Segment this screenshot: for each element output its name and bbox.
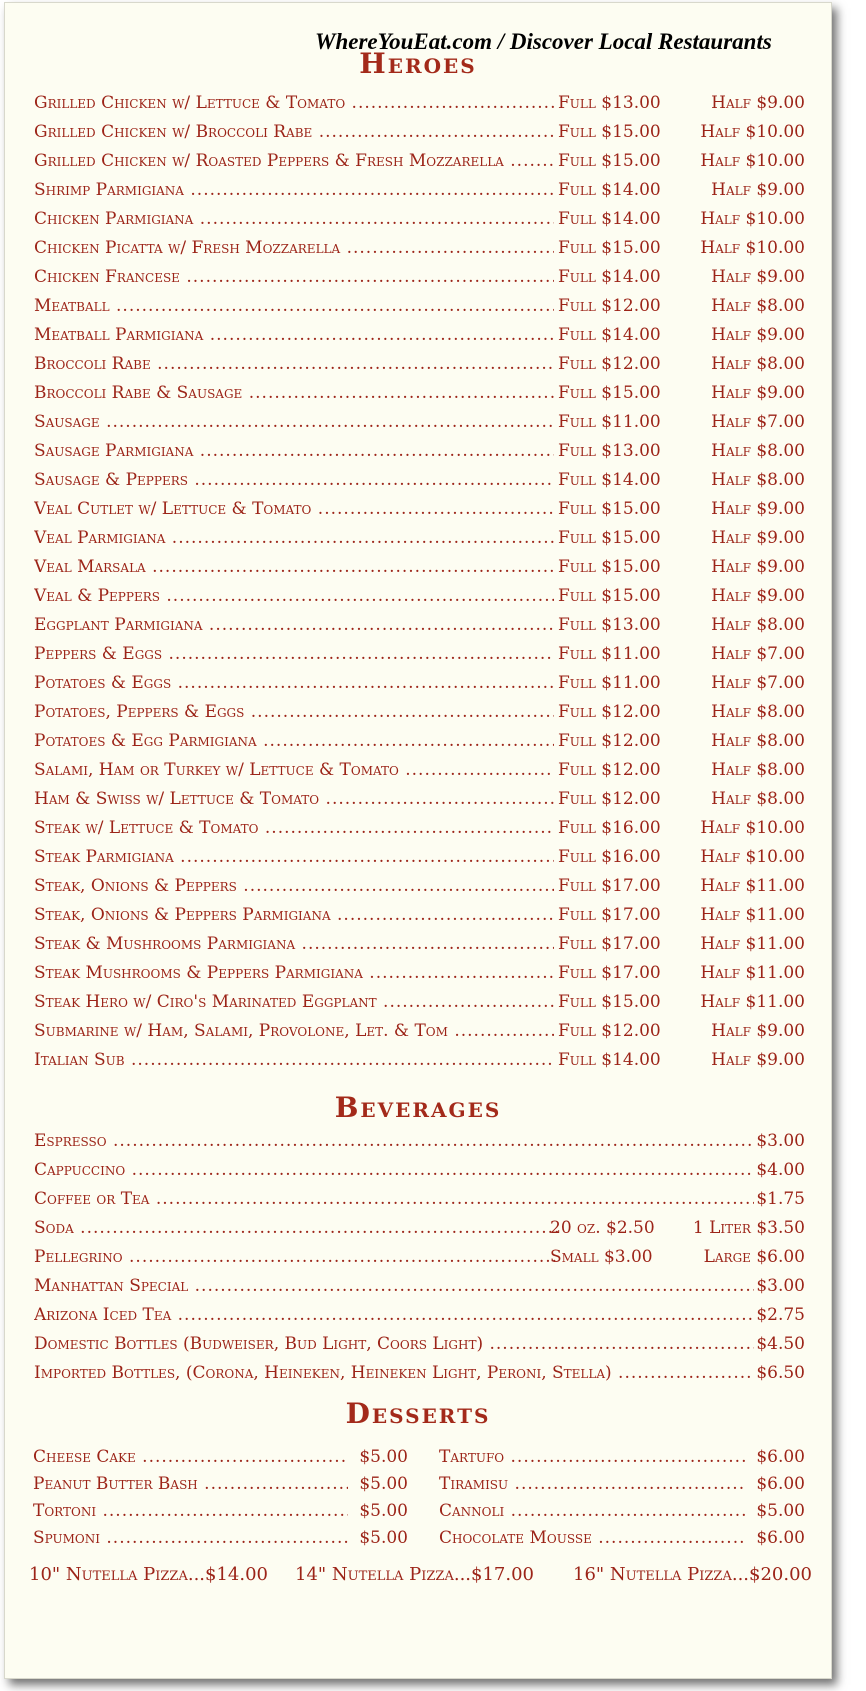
hero-full-price: Full $15.00 [558,499,661,519]
hero-full-price: Full $12.00 [558,789,661,809]
hero-full-price: Full $11.00 [558,644,661,664]
hero-full-price: Full $15.00 [558,383,661,403]
hero-half-price: Half $8.00 [711,789,805,809]
hero-name: Shrimp Parmigiana ..... [34,176,554,205]
beverage-price: $3.00 [756,1276,805,1296]
hero-full-price: Full $13.00 [558,441,661,461]
beverage-name: Soda ..... [34,1214,559,1243]
hero-full-price: Full $15.00 [558,992,661,1012]
hero-half-price: Half $11.00 [700,876,805,896]
beverage-name: Cappuccino ..... [34,1156,754,1185]
hero-full-price: Full $14.00 [558,180,661,200]
hero-half-price: Half $8.00 [711,760,805,780]
hero-name: Steak Parmigiana ..... [34,843,554,872]
hero-name: Italian Sub ..... [34,1046,554,1075]
dessert-price: $6.00 [745,1443,805,1472]
hero-half-price: Half $9.00 [711,180,805,200]
hero-half-price: Half $8.00 [711,354,805,374]
hero-full-price: Full $15.00 [558,586,661,606]
hero-half-price: Half $7.00 [711,673,805,693]
hero-full-price: Full $13.00 [558,615,661,635]
beverage-small-price: Small $3.00 [550,1247,653,1267]
hero-half-price: Half $8.00 [711,441,805,461]
dessert-name: Tiramisu ..... [439,1470,749,1499]
hero-full-price: Full $14.00 [558,470,661,490]
beverage-name: Pellegrino ..... [34,1243,559,1272]
hero-name: Broccoli Rabe ..... [34,350,554,379]
hero-name: Broccoli Rabe & Sausage ..... [34,379,554,408]
hero-full-price: Full $12.00 [558,296,661,316]
hero-full-price: Full $14.00 [558,325,661,345]
dessert-name: Chocolate Mousse ..... [439,1524,749,1553]
hero-name: Chicken Francese ..... [34,263,554,292]
beverage-large-price: Large $6.00 [703,1247,805,1267]
beverage-name: Espresso ..... [34,1127,754,1156]
hero-name: Eggplant Parmigiana ..... [34,611,554,640]
nutella-pizza-small: 10" Nutella Pizza...$14.00 [29,1564,268,1585]
hero-name: Chicken Parmigiana ..... [34,205,554,234]
hero-full-price: Full $17.00 [558,876,661,896]
desserts-title: Desserts [345,1397,491,1430]
hero-name: Potatoes, Peppers & Eggs ..... [34,698,554,727]
hero-full-price: Full $12.00 [558,731,661,751]
hero-name: Meatball ..... [34,292,554,321]
hero-full-price: Full $12.00 [558,760,661,780]
beverage-price: $6.50 [756,1363,805,1383]
hero-half-price: Half $7.00 [711,644,805,664]
hero-full-price: Full $14.00 [558,1050,661,1070]
hero-full-price: Full $17.00 [558,963,661,983]
dessert-name: Tortoni ..... [33,1497,353,1526]
beverage-name: Imported Bottles, (Corona, Heineken, Heineken Light, Peroni, Stella) ..... [34,1359,754,1388]
beverage-large-price: 1 Liter $3.50 [692,1218,805,1238]
hero-name: Potatoes & Egg Parmigiana ..... [34,727,554,756]
beverage-price: $1.75 [756,1189,805,1209]
hero-half-price: Half $8.00 [711,470,805,490]
hero-half-price: Half $11.00 [700,905,805,925]
hero-half-price: Half $7.00 [711,412,805,432]
dessert-name: Cannoli ..... [439,1497,749,1526]
hero-full-price: Full $14.00 [558,267,661,287]
hero-name: Sausage & Peppers ..... [34,466,554,495]
hero-full-price: Full $11.00 [558,673,661,693]
hero-half-price: Half $8.00 [711,731,805,751]
hero-name: Meatball Parmigiana ..... [34,321,554,350]
hero-name: Chicken Picatta w/ Fresh Mozzarella ..... [34,234,554,263]
hero-half-price: Half $8.00 [711,702,805,722]
dessert-price: $5.00 [348,1470,408,1499]
hero-half-price: Half $10.00 [700,847,805,867]
beverages-title: Beverages [334,1091,502,1124]
hero-full-price: Full $12.00 [558,702,661,722]
hero-name: Grilled Chicken w/ Broccoli Rabe ..... [34,118,554,147]
hero-full-price: Full $15.00 [558,122,661,142]
hero-half-price: Half $9.00 [711,499,805,519]
hero-name: Peppers & Eggs ..... [34,640,554,669]
hero-half-price: Half $9.00 [711,267,805,287]
hero-half-price: Half $10.00 [700,209,805,229]
beverage-price: $3.00 [756,1131,805,1151]
hero-full-price: Full $17.00 [558,905,661,925]
hero-name: Potatoes & Eggs ..... [34,669,554,698]
hero-name: Veal Cutlet w/ Lettuce & Tomato ..... [34,495,554,524]
dessert-name: Cheese Cake ..... [33,1443,353,1472]
hero-half-price: Half $9.00 [711,383,805,403]
page-fold [831,5,832,1679]
hero-full-price: Full $15.00 [558,151,661,171]
nutella-pizza-large: 16" Nutella Pizza...$20.00 [573,1564,812,1585]
dessert-price: $6.00 [745,1524,805,1553]
beverage-name: Arizona Iced Tea ..... [34,1301,754,1330]
hero-half-price: Half $9.00 [711,528,805,548]
beverage-name: Manhattan Special ..... [34,1272,754,1301]
hero-full-price: Full $14.00 [558,209,661,229]
hero-name: Sausage Parmigiana ..... [34,437,554,466]
hero-half-price: Half $9.00 [711,93,805,113]
hero-half-price: Half $9.00 [711,325,805,345]
beverage-price: $2.75 [756,1305,805,1325]
dessert-price: $5.00 [348,1443,408,1472]
hero-half-price: Half $10.00 [700,122,805,142]
hero-full-price: Full $16.00 [558,847,661,867]
hero-name: Submarine w/ Ham, Salami, Provolone, Let. & Tom ..... [34,1017,554,1046]
hero-half-price: Half $9.00 [711,1050,805,1070]
dessert-price: $6.00 [745,1470,805,1499]
hero-half-price: Half $8.00 [711,615,805,635]
hero-full-price: Full $16.00 [558,818,661,838]
hero-full-price: Full $12.00 [558,1021,661,1041]
dessert-name: Spumoni ..... [33,1524,353,1553]
hero-half-price: Half $10.00 [700,238,805,258]
beverage-price: $4.50 [756,1334,805,1354]
hero-half-price: Half $9.00 [711,557,805,577]
hero-full-price: Full $17.00 [558,934,661,954]
hero-name: Steak Mushrooms & Peppers Parmigiana ..... [34,959,554,988]
beverage-name: Domestic Bottles (Budweiser, Bud Light, Coors Light) ..... [34,1330,754,1359]
hero-name: Veal Parmigiana ..... [34,524,554,553]
hero-name: Sausage ..... [34,408,554,437]
hero-half-price: Half $9.00 [711,586,805,606]
site-banner: WhereYouEat.com / Discover Local Restaurants [315,29,772,54]
hero-name: Veal Marsala ..... [34,553,554,582]
hero-name: Grilled Chicken w/ Roasted Peppers & Fresh Mozzarella ..... [34,147,554,176]
hero-name: Steak w/ Lettuce & Tomato ..... [34,814,554,843]
hero-half-price: Half $11.00 [700,934,805,954]
hero-name: Grilled Chicken w/ Lettuce & Tomato ..... [34,89,554,118]
hero-name: Steak & Mushrooms Parmigiana ..... [34,930,554,959]
hero-name: Steak, Onions & Peppers Parmigiana ..... [34,901,554,930]
hero-half-price: Half $10.00 [700,151,805,171]
hero-name: Steak, Onions & Peppers ..... [34,872,554,901]
beverage-name: Coffee or Tea ..... [34,1185,754,1214]
dessert-price: $5.00 [348,1497,408,1526]
dessert-price: $5.00 [348,1524,408,1553]
beverage-price: $4.00 [756,1160,805,1180]
heroes-title: Heroes [359,47,477,80]
beverage-small-price: 20 oz. $2.50 [550,1218,655,1238]
hero-name: Steak Hero w/ Ciro's Marinated Eggplant ..... [34,988,554,1017]
dessert-price: $5.00 [745,1497,805,1526]
hero-full-price: Full $15.00 [558,528,661,548]
hero-half-price: Half $9.00 [711,1021,805,1041]
hero-full-price: Full $15.00 [558,238,661,258]
hero-half-price: Half $11.00 [700,963,805,983]
hero-full-price: Full $15.00 [558,557,661,577]
hero-half-price: Half $8.00 [711,296,805,316]
menu-page [4,2,832,1679]
hero-name: Veal & Peppers ..... [34,582,554,611]
hero-name: Salami, Ham or Turkey w/ Lettuce & Tomato ..... [34,756,554,785]
hero-full-price: Full $13.00 [558,93,661,113]
hero-half-price: Half $10.00 [700,818,805,838]
hero-full-price: Full $12.00 [558,354,661,374]
hero-half-price: Half $11.00 [700,992,805,1012]
hero-name: Ham & Swiss w/ Lettuce & Tomato ..... [34,785,554,814]
nutella-pizza-medium: 14" Nutella Pizza...$17.00 [295,1564,534,1585]
dessert-name: Peanut Butter Bash ..... [33,1470,353,1499]
dessert-name: Tartufo ..... [439,1443,749,1472]
hero-full-price: Full $11.00 [558,412,661,432]
